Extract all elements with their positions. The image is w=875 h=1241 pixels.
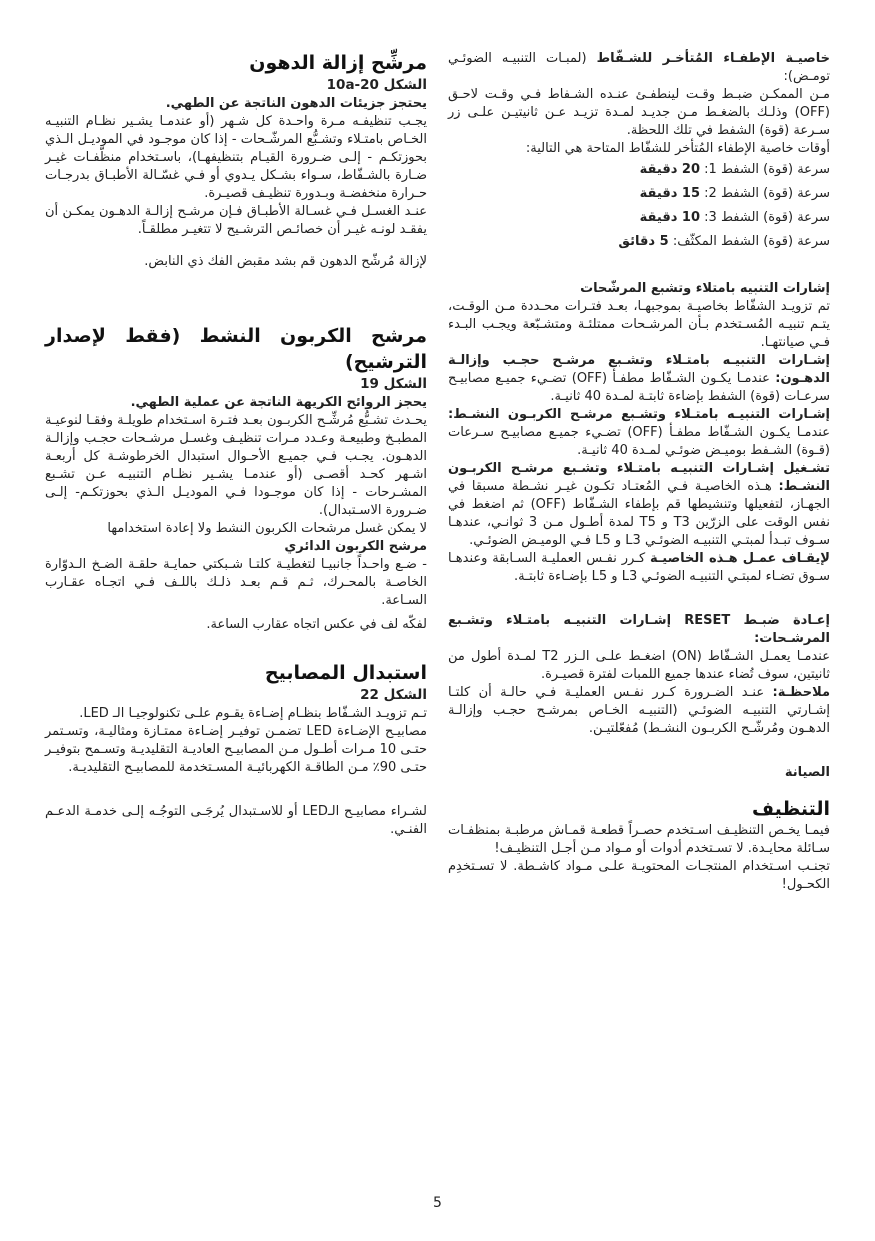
lamps-paragraph: لشـراء مصابيـح الـLED أو للاسـتبدال يُرجَـى التوجُـه إلـى خدمـة الدعـم الفنـي. bbox=[45, 804, 427, 837]
carbon-filter-paragraph: لفكّه لف في عكس اتجاه عقارب الساعة. bbox=[206, 617, 427, 632]
carbon-filter-figure: الشكل 19 bbox=[360, 376, 427, 392]
grease-filter-title: مرشِّح إزالة الدهون bbox=[249, 52, 427, 74]
grease-filter-paragraph: لإزالة مُرشّح الدهون قم بشد مقبض الفك ذي النابض. bbox=[144, 254, 427, 269]
cleaning-paragraph-1: فيمـا يخـص التنظيـف اسـتخدم حصـراً قطعـة قمـاش مرطبـة بمنظفـات سـائلة محايـدة. لا تسـتخدم أدوات أو مـواد مـن أجـل التنظيـف! bbox=[448, 823, 830, 856]
speed-item: سرعة (قوة) الشفط المكثّف: 5 دقائق bbox=[618, 234, 830, 249]
speed-item: سرعة (قوة) الشفط 3: 10 دقيقة bbox=[639, 210, 830, 225]
reset-title: إعـادة ضبـط RESET إشـارات التنبيـه بامتـلاء وتشـبع المرشـحات: bbox=[448, 613, 830, 646]
carbon-filter-paragraph: يحـدث تشـبُّع مُرشِّـح الكربـون بعـد فتـرة اسـتخدام طويلـة وفقـا لنوعيـة المطبـخ وطبيعـة وعـدد مـرات تنظيـف وغسـل مرشـحات حجـب وإزالـة الدهـون. يجـب فـي جميـع الأحـوال استبدال الخرطوشـة كل أربعـة اشـهر كحـد أقصـى (أو عندمـا يشـير نظـام التنبيـه عـن تشـبع المشـرحات - إذا كان موجـودا فـي الموديـل الـذي بحوزتكـم- إلـى ضـرورة الاسـتبدال). bbox=[44, 413, 427, 518]
grease-filter-subtitle: يحتجز جزيئات الدهون الناتجة عن الطهي. bbox=[165, 96, 427, 111]
carbon-filter-paragraph: لا يمكن غسل مرشحات الكربون النشط ولا إعادة استخدامها bbox=[107, 521, 427, 536]
delay-title-suffix: (لمبـات التنبيـه الضوئـي تومـض): bbox=[448, 51, 830, 84]
maintenance-title: الصيانة bbox=[784, 765, 830, 780]
delay-section bbox=[448, 50, 830, 86]
page-number: 5 bbox=[433, 1195, 442, 1211]
signals-intro: تم تزويـد الشفّاط بخاصيـة بموجبهـا، بعـد فتـرات محـددة مـن الوقـت، يتـم تنبيـه المُسـتخدم بـأن المرشـحات ممتلئـة ومتشـبّعة ويجـب البـدء فـي صيانتهـا. bbox=[448, 299, 830, 350]
speed-item: سرعة (قوة) الشفط 2: 15 دقيقة bbox=[639, 186, 830, 201]
delay-list-intro: أوقات خاصية الإطفاء المُتأخر للشفّاط المتاحة هي التالية: bbox=[525, 141, 830, 156]
grease-filter-paragraph: عنـد الغسـل فـي غسـالة الأطبـاق فـإن مرشـح إزالـة الدهـون يمكـن أن يفقـد لونـه غيـر أن خصائـص الترشـيح لا تتغيـر مطلقـاً. bbox=[45, 204, 427, 237]
activate-signal: تشـغيل إشـارات التنبيـه بامتـلاء وتشـبع مرشـح الكربـون النشـط: هـذه الخاصيـة فـي المُعتـاد تكـون غيـر نشـطة مسبقا في الجهـاز، لتفعيلها وتنشيطها قم بإطفاء الشـفّاط (OFF) ثم اضغط في نفس الوقت على الزرّين T3 و T5 لمدة أطـول مـن 3 ثوانـي، عندهـا سـوف تبـدأ لمبتـي التنبيـه الضوئـي L3 و L5 فـي الوميـض الضوئـي. bbox=[448, 461, 831, 548]
carbon-signal: إشـارات التنبيـه بامتـلاء وتشـبع مرشـح الكربـون النشـط: عندمـا يكـون الشـفّاط مطفـأ (OFF) تضـيء جميـع مصابيـح سـرعات (قـوة) الشـفط بوميـض ضوئـي لمـدة 40 ثانيـة. bbox=[448, 407, 830, 458]
round-filter-title: مرشح الكربون الدائري bbox=[284, 539, 427, 554]
cleaning-title: التنظيف bbox=[751, 798, 830, 820]
lamps-paragraph: تـم تزويـد الشـفّاط بنظـام إضـاءة يقـوم علـى تكنولوجيـا الـ LED. bbox=[79, 706, 427, 721]
round-filter-text: - ضـع واحـداً جانبيـا لتغطيـة كلتـا شـبكتي حمايـة حلقـة الضـخ الـدوّارة الخاصـة بالمحـرك، ثـم قـم بعـد ذلـك باللـف فـي اتجـاه عقـارب السـاعة. bbox=[45, 557, 427, 608]
grease-signal: إشـارات التنبيـه بامتـلاء وتشـبع مرشـح حجـب وإزالـة الدهـون: عندمـا يكـون الشـفّاط مطفـأ (OFF) تضـيء جميـع مصابيـح سرعـات (قوة) الشفط بإضاءة ثابتـة لمـدة 40 ثانيـة. bbox=[448, 353, 830, 404]
lamps-title: استبدال المصابيح bbox=[264, 662, 427, 684]
grease-filter-figure: الشكل 10a-20 bbox=[326, 77, 427, 93]
delay-paragraph: مـن الممكـن ضبـط وقـت لينطفـئ عنـده الشـفاط فـي وقـت لاحـق (OFF) وذلـك بالضغـط مـن جديـد لمـدة تزيـد عـن ثانيتيـن علـى زر سـرعة (قوة) الشفط في تلك اللحظة. bbox=[448, 87, 830, 138]
grease-filter-paragraph: يجـب تنظيفـه مـرة واحـدة كل شـهر (أو عندمـا يشـير نظـام التنبيـه الخـاص بامتـلاء وتشـبُّع المرشّـحات - إذا كان موجـود في الموديـل الـذي بحوزتكـم - إلـى ضـرورة القيـام بتنظيفهـا)، باسـتخدام منظّفـات غيـر ضـارة بالشـفّاط، سـواء بشـكل يـدوي أو فـي غسّـالة الأطبـاق بدرجـات حـرارة منخفضـة وبـدورة تنظيـف قصيـرة. bbox=[45, 114, 427, 201]
speed-item: سرعة (قوة) الشفط 1: 20 دقيقة bbox=[639, 162, 830, 177]
left-column bbox=[45, 50, 427, 839]
lamps-figure: الشكل 22 bbox=[360, 687, 427, 703]
reset-note: ملاحظـة: عنـد الضـرورة كـرر نفـس العمليـة فـي حالـة أن كلتـا إشـارتي التنبيـه الضوئـي (التنبيـه الخـاص بمرشـح حجـب وإزالـة الدهـون ومُرشّـح الكربـون النشـط) مُفعّلتيـن. bbox=[448, 685, 830, 736]
reset-paragraph: عندمـا يعمـل الشـفّاط (ON) اضغـط علـى الـزر T2 لمـدة أطول من ثانيتين، سوف تُضاء عندها جميع اللمبات لفترة قصيـرة. bbox=[448, 649, 830, 682]
delay-title: خاصيـة الإطفـاء المُتأخـر للشـفّاط bbox=[596, 51, 830, 66]
cleaning-paragraph-2: تجنـب اسـتخدام المنتجـات المحتويـة علـى مـواد كاشـطة. لا تسـتخدِم الكحـول! bbox=[448, 859, 830, 892]
carbon-filter-title: مرشح الكربون النشط (فقط لإصدار الترشيح) bbox=[45, 325, 427, 373]
right-column bbox=[448, 50, 830, 894]
stop-signal: لإيقـاف عمـل هـذه الخاصيـة كـرر نفـس العمليـة السـابقة وعندهـا سـوق تضـاء لمبتـي التنبيـه الضوئـي L3 و L5 بإضـاءة ثابتـة. bbox=[448, 551, 830, 584]
signals-title: إشارات التنبيه بامتلاء وتشبع المرشّحات bbox=[580, 281, 830, 296]
lamps-paragraph: مصابيـح الإضـاءة LED تضمـن توفيـر إضـاءة ممتـازة ومثاليـة، وتسـتمر حتـى 10 مـرات أطـول مـن المصابيـح العاديـة التقليديـة وتسـمح بتوفيـر حتـى 90٪ مـن الطاقـة الكهربائيـة المسـتخدمة للمصابيـح التقليديـة. bbox=[45, 724, 427, 775]
carbon-filter-subtitle: يحجز الروائح الكريهة الناتجة عن عملية الطهي. bbox=[130, 395, 427, 410]
